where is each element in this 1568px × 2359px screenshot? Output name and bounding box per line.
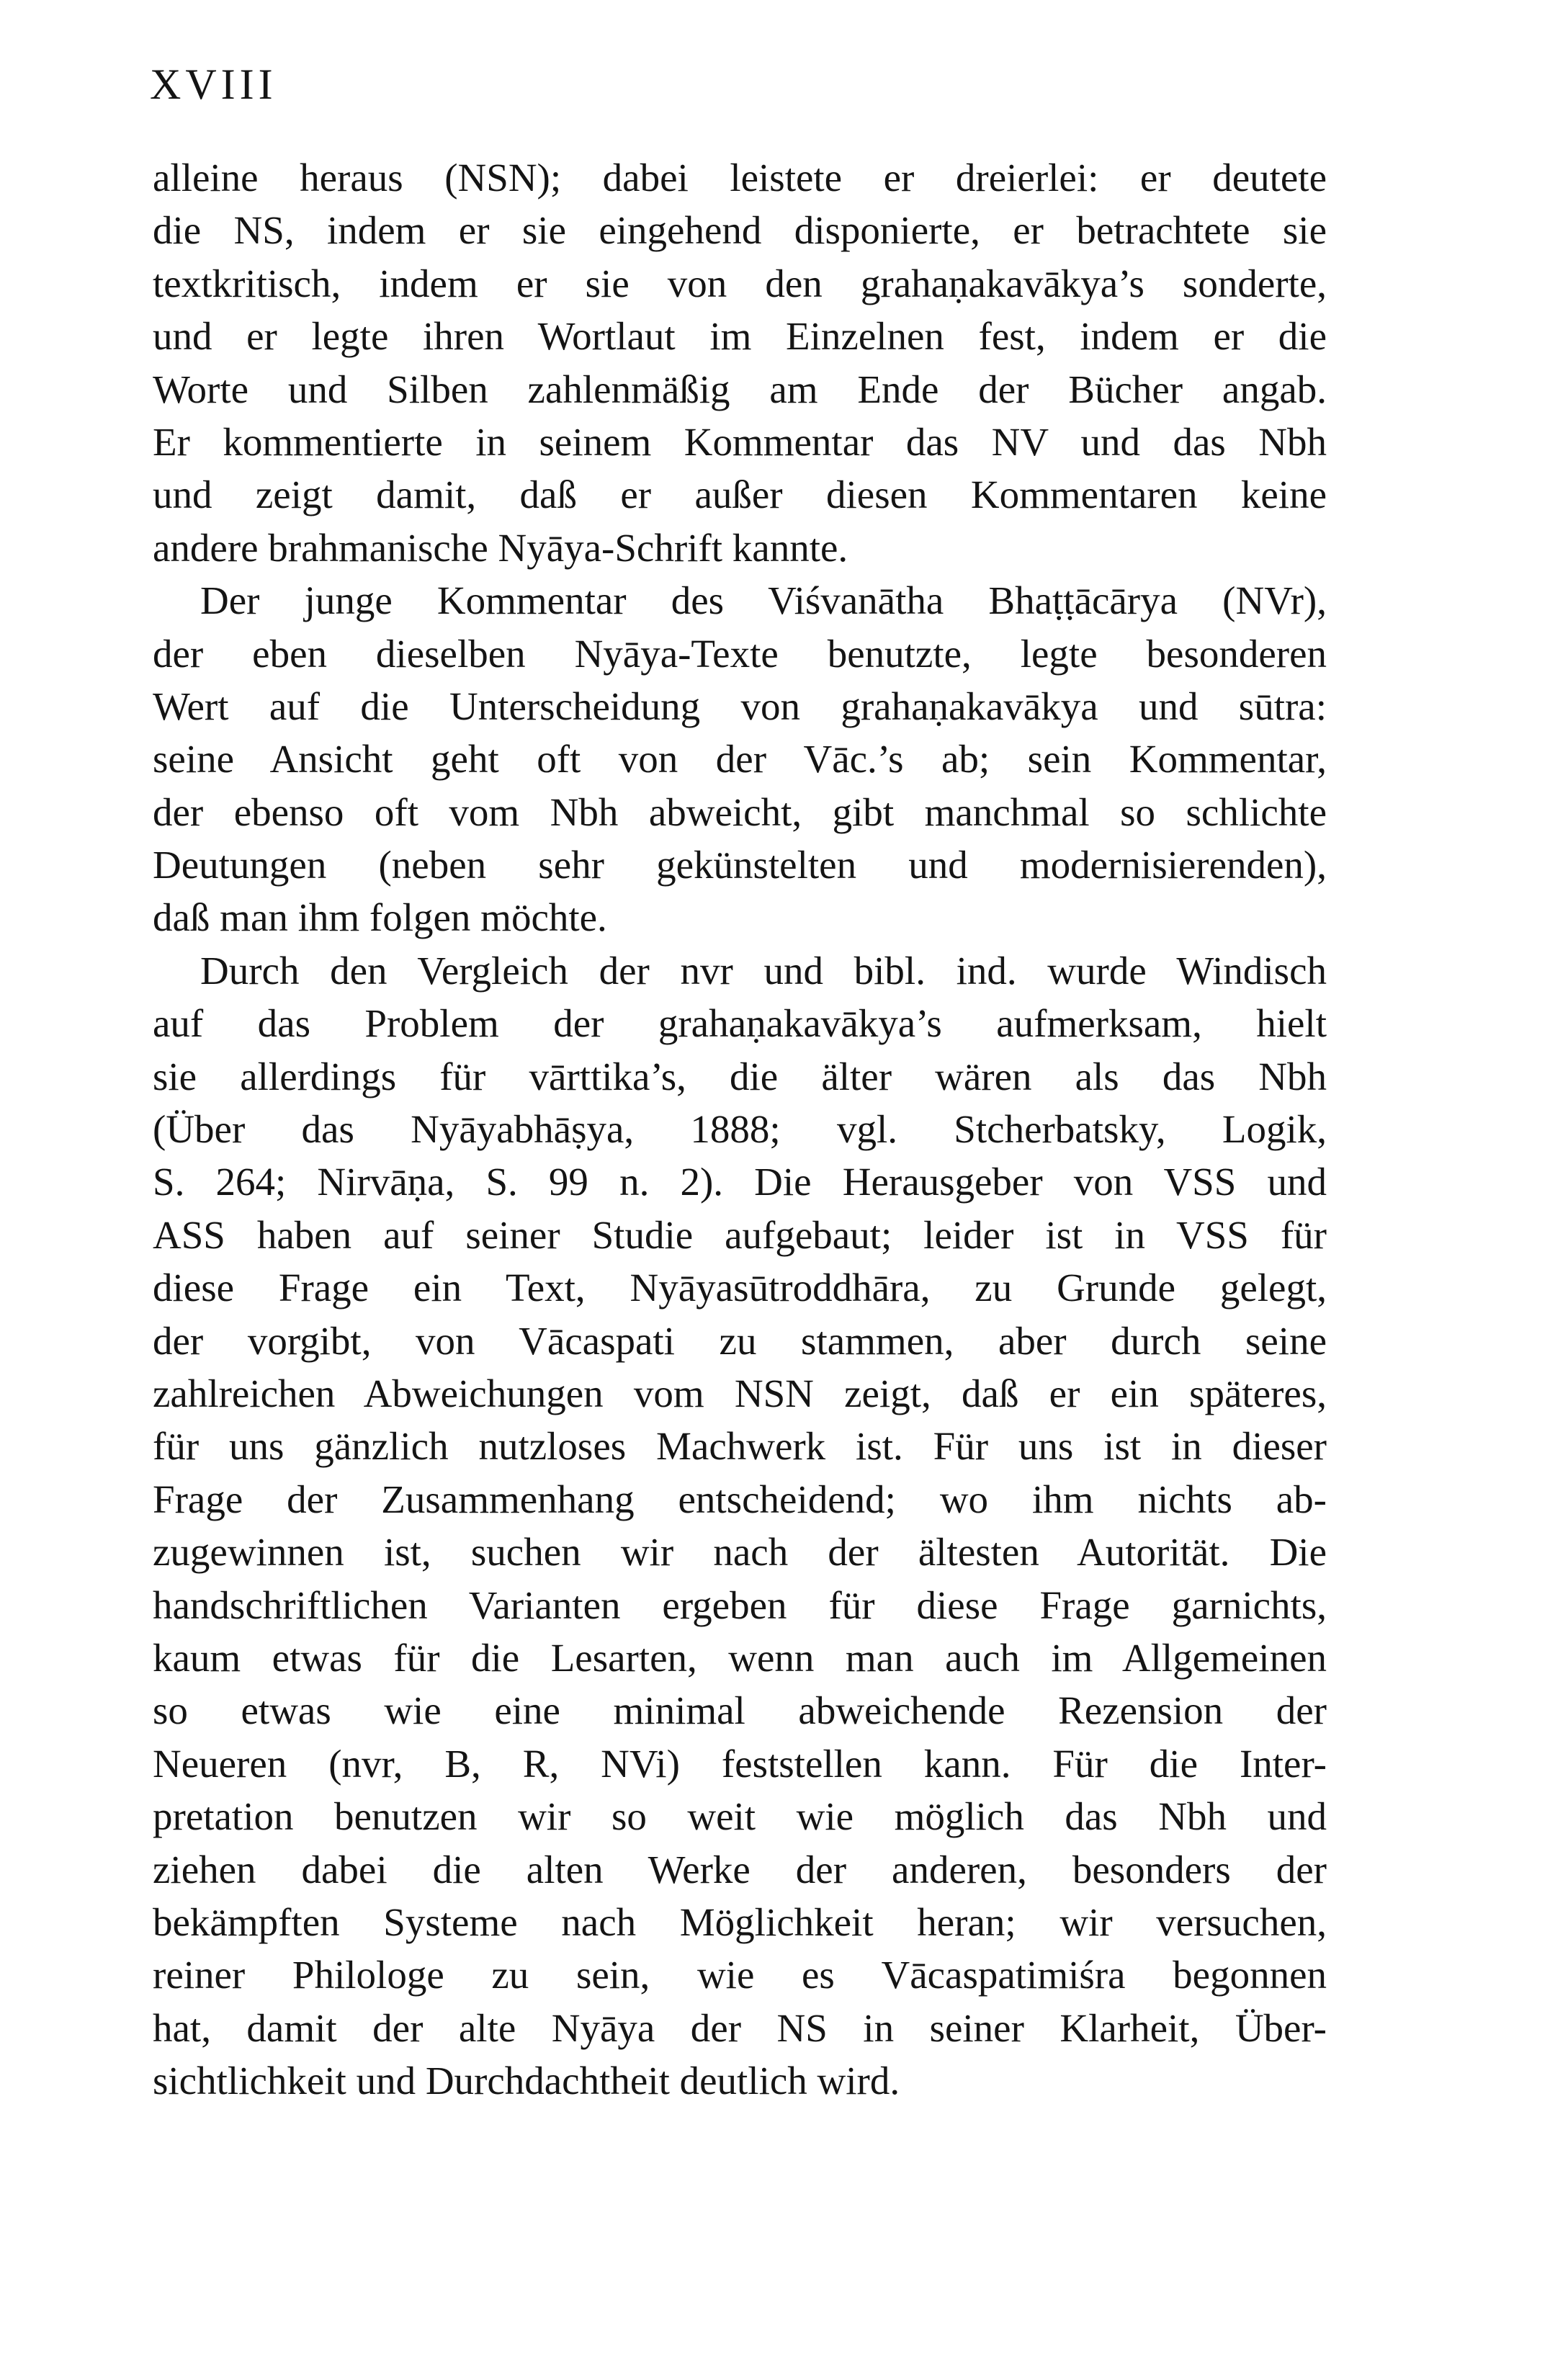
text-line: diese Frage ein Text, Nyāyasūtroddhāra, zu Grunde gelegt, — [153, 1266, 1327, 1310]
text-line: pretation benutzen wir so weit wie möglich das Nbh und — [153, 1794, 1327, 1839]
text-line: textkritisch, indem er sie von den grahaṇakavākya’s sonderte, — [153, 261, 1327, 305]
text-line: zugewinnen ist, suchen wir nach der ältesten Autorität. Die — [153, 1530, 1327, 1575]
text-line: andere brahmanische Nyāya-Schrift kannte. — [153, 525, 848, 570]
text-line: reiner Philologe zu sein, wie es Vācaspatimiśra begonnen — [153, 1953, 1327, 1997]
text-line: ziehen dabei die alten Werke der anderen, besonders der — [153, 1847, 1327, 1892]
text-line: hat, damit der alte Nyāya der NS in seiner Klarheit, Über- — [153, 2005, 1327, 2050]
text-line: zahlreichen Abweichungen vom NSN zeigt, daß er ein späteres, — [153, 1371, 1327, 1415]
text-line: sie allerdings für vārttika’s, die älter wären als das Nbh — [153, 1054, 1327, 1098]
text-line: seine Ansicht geht oft von der Vāc.’s ab; sein Kommentar, — [153, 737, 1327, 782]
text-line: handschriftlichen Varianten ergeben für diese Frage garnichts, — [153, 1583, 1327, 1627]
text-line: und zeigt damit, daß er außer diesen Kommentaren keine — [153, 473, 1327, 517]
page-number: XVIII — [150, 61, 277, 108]
text-line: und er legte ihren Wortlaut im Einzelnen fest, indem er die — [153, 314, 1327, 359]
paragraph-3 — [153, 944, 1327, 2108]
text-line: Deutungen (neben sehr gekünstelten und modernisierenden), — [153, 843, 1327, 887]
text-line: Frage der Zusammenhang entscheidend; wo ihm nichts ab- — [153, 1477, 1327, 1521]
text-line: der eben dieselben Nyāya-Texte benutzte, legte besonderen — [153, 631, 1327, 676]
text-line: daß man ihm folgen möchte. — [153, 895, 607, 940]
text-line: Der junge Kommentar des Viśvanātha Bhaṭṭācārya (NVr), — [200, 578, 1327, 623]
text-line: alleine heraus (NSN); dabei leistete er dreierlei: er deutete — [153, 156, 1327, 200]
paragraph-1 — [153, 151, 1327, 574]
text-line: Wert auf die Unterscheidung von grahaṇakavākya und sūtra: — [153, 684, 1327, 728]
text-line: so etwas wie eine minimal abweichende Rezension der — [153, 1688, 1327, 1733]
text-line: ASS haben auf seiner Studie aufgebaut; leider ist in VSS für — [153, 1212, 1327, 1257]
text-line: Durch den Vergleich der nvr und bibl. ind. wurde Windisch — [200, 948, 1327, 993]
text-line: für uns gänzlich nutzloses Machwerk ist. Für uns ist in dieser — [153, 1424, 1327, 1469]
text-line: kaum etwas für die Lesarten, wenn man auch im Allgemeinen — [153, 1635, 1327, 1680]
text-line: sichtlichkeit und Durchdachtheit deutlich wird. — [153, 2059, 900, 2103]
text-line: bekämpften Systeme nach Möglichkeit heran; wir versuchen, — [153, 1899, 1327, 1944]
text-line: S. 264; Nirvāṇa, S. 99 n. 2). Die Herausgeber von VSS und — [153, 1160, 1327, 1204]
body-text — [153, 151, 1327, 2107]
text-line: Worte und Silben zahlenmäßig am Ende der Bücher angab. — [153, 367, 1327, 411]
paragraph-2 — [153, 574, 1327, 944]
text-line: die NS, indem er sie eingehend disponierte, er betrachtete sie — [153, 208, 1327, 253]
text-line: der vorgibt, von Vācaspati zu stammen, aber durch seine — [153, 1318, 1327, 1363]
text-line: der ebenso oft vom Nbh abweicht, gibt manchmal so schlichte — [153, 789, 1327, 834]
text-line: (Über das Nyāyabhāṣya, 1888; vgl. Stcherbatsky, Logik, — [153, 1107, 1327, 1152]
text-line: Er kommentierte in seinem Kommentar das NV und das Nbh — [153, 419, 1327, 464]
text-line: auf das Problem der grahaṇakavākya’s aufmerksam, hielt — [153, 1001, 1327, 1046]
text-line: Neueren (nvr, B, R, NVi) feststellen kann. Für die Inter- — [153, 1741, 1327, 1786]
